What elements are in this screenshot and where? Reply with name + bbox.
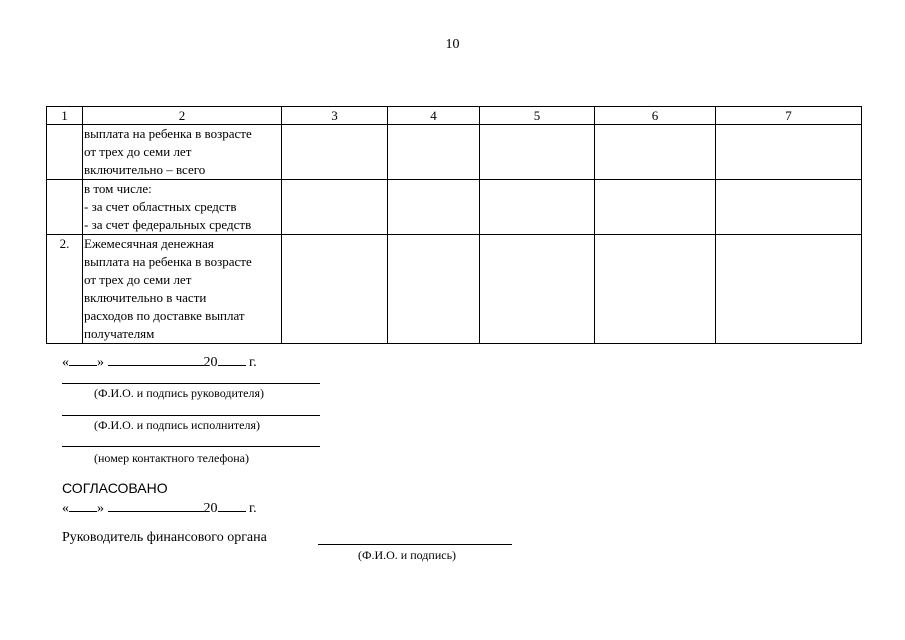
description-line: от трех до семи лет xyxy=(84,272,192,287)
year-blank[interactable] xyxy=(218,497,246,512)
finance-signature-line[interactable] xyxy=(318,544,512,545)
executor-signature-line[interactable] xyxy=(62,415,320,416)
description-line: выплата на ребенка в возрасте xyxy=(84,254,252,269)
page-number: 10 xyxy=(445,37,460,52)
description-line: в том числе: xyxy=(84,181,152,196)
row-description xyxy=(83,235,282,344)
month-blank[interactable] xyxy=(108,351,204,366)
value-cell[interactable] xyxy=(388,235,480,344)
value-cell[interactable] xyxy=(595,125,716,180)
description-line: от трех до семи лет xyxy=(84,144,192,159)
description-line: получателям xyxy=(84,326,155,341)
agreed-date-line xyxy=(62,497,257,517)
row-description xyxy=(83,125,282,180)
month-blank[interactable] xyxy=(108,497,204,512)
phone-line[interactable] xyxy=(62,446,320,447)
row-description xyxy=(83,180,282,235)
header-cell: 5 xyxy=(480,107,595,125)
finance-head-label: Руководитель финансового органа xyxy=(62,530,267,545)
quote-open: « xyxy=(62,501,69,516)
head-signature-caption: (Ф.И.О. и подпись руководителя) xyxy=(94,386,264,400)
value-cell[interactable] xyxy=(595,180,716,235)
value-cell[interactable] xyxy=(282,125,388,180)
table-header-row xyxy=(47,107,862,125)
head-signature-line[interactable] xyxy=(62,383,320,384)
value-cell[interactable] xyxy=(480,125,595,180)
row-number xyxy=(47,125,83,180)
value-cell[interactable] xyxy=(480,235,595,344)
header-cell: 3 xyxy=(282,107,388,125)
value-cell[interactable] xyxy=(282,180,388,235)
quote-close: » xyxy=(97,355,104,370)
agreed-heading: СОГЛАСОВАНО xyxy=(62,480,168,496)
year-blank[interactable] xyxy=(218,351,246,366)
day-blank[interactable] xyxy=(69,497,97,512)
header-cell: 4 xyxy=(388,107,480,125)
description-line: - за счет областных средств xyxy=(84,199,237,214)
phone-caption: (номер контактного телефона) xyxy=(94,451,249,465)
description-line: расходов по доставке выплат xyxy=(84,308,245,323)
header-cell: 7 xyxy=(716,107,862,125)
description-line: Ежемесячная денежная xyxy=(84,236,214,251)
year-prefix: 20 xyxy=(203,355,218,370)
day-blank[interactable] xyxy=(69,351,97,366)
value-cell[interactable] xyxy=(716,125,862,180)
description-line: - за счет федеральных средств xyxy=(84,217,252,232)
row-number: 2. xyxy=(47,235,83,344)
value-cell[interactable] xyxy=(282,235,388,344)
table-row xyxy=(47,125,862,180)
report-table xyxy=(46,106,862,344)
year-suffix: г. xyxy=(249,501,257,516)
description-line: выплата на ребенка в возрасте xyxy=(84,126,252,141)
description-line: включительно – всего xyxy=(84,162,206,177)
report-date-line xyxy=(62,351,257,371)
row-number xyxy=(47,180,83,235)
value-cell[interactable] xyxy=(716,180,862,235)
header-cell: 1 xyxy=(47,107,83,125)
executor-signature-caption: (Ф.И.О. и подпись исполнителя) xyxy=(94,418,260,432)
year-prefix: 20 xyxy=(203,501,218,516)
value-cell[interactable] xyxy=(388,125,480,180)
value-cell[interactable] xyxy=(480,180,595,235)
header-cell: 2 xyxy=(83,107,282,125)
table-row xyxy=(47,180,862,235)
value-cell[interactable] xyxy=(595,235,716,344)
value-cell[interactable] xyxy=(716,235,862,344)
year-suffix: г. xyxy=(249,355,257,370)
quote-open: « xyxy=(62,355,69,370)
value-cell[interactable] xyxy=(388,180,480,235)
table-row xyxy=(47,235,862,344)
finance-signature-caption: (Ф.И.О. и подпись) xyxy=(358,548,457,562)
header-cell: 6 xyxy=(595,107,716,125)
description-line: включительно в части xyxy=(84,290,207,305)
quote-close: » xyxy=(97,501,104,516)
